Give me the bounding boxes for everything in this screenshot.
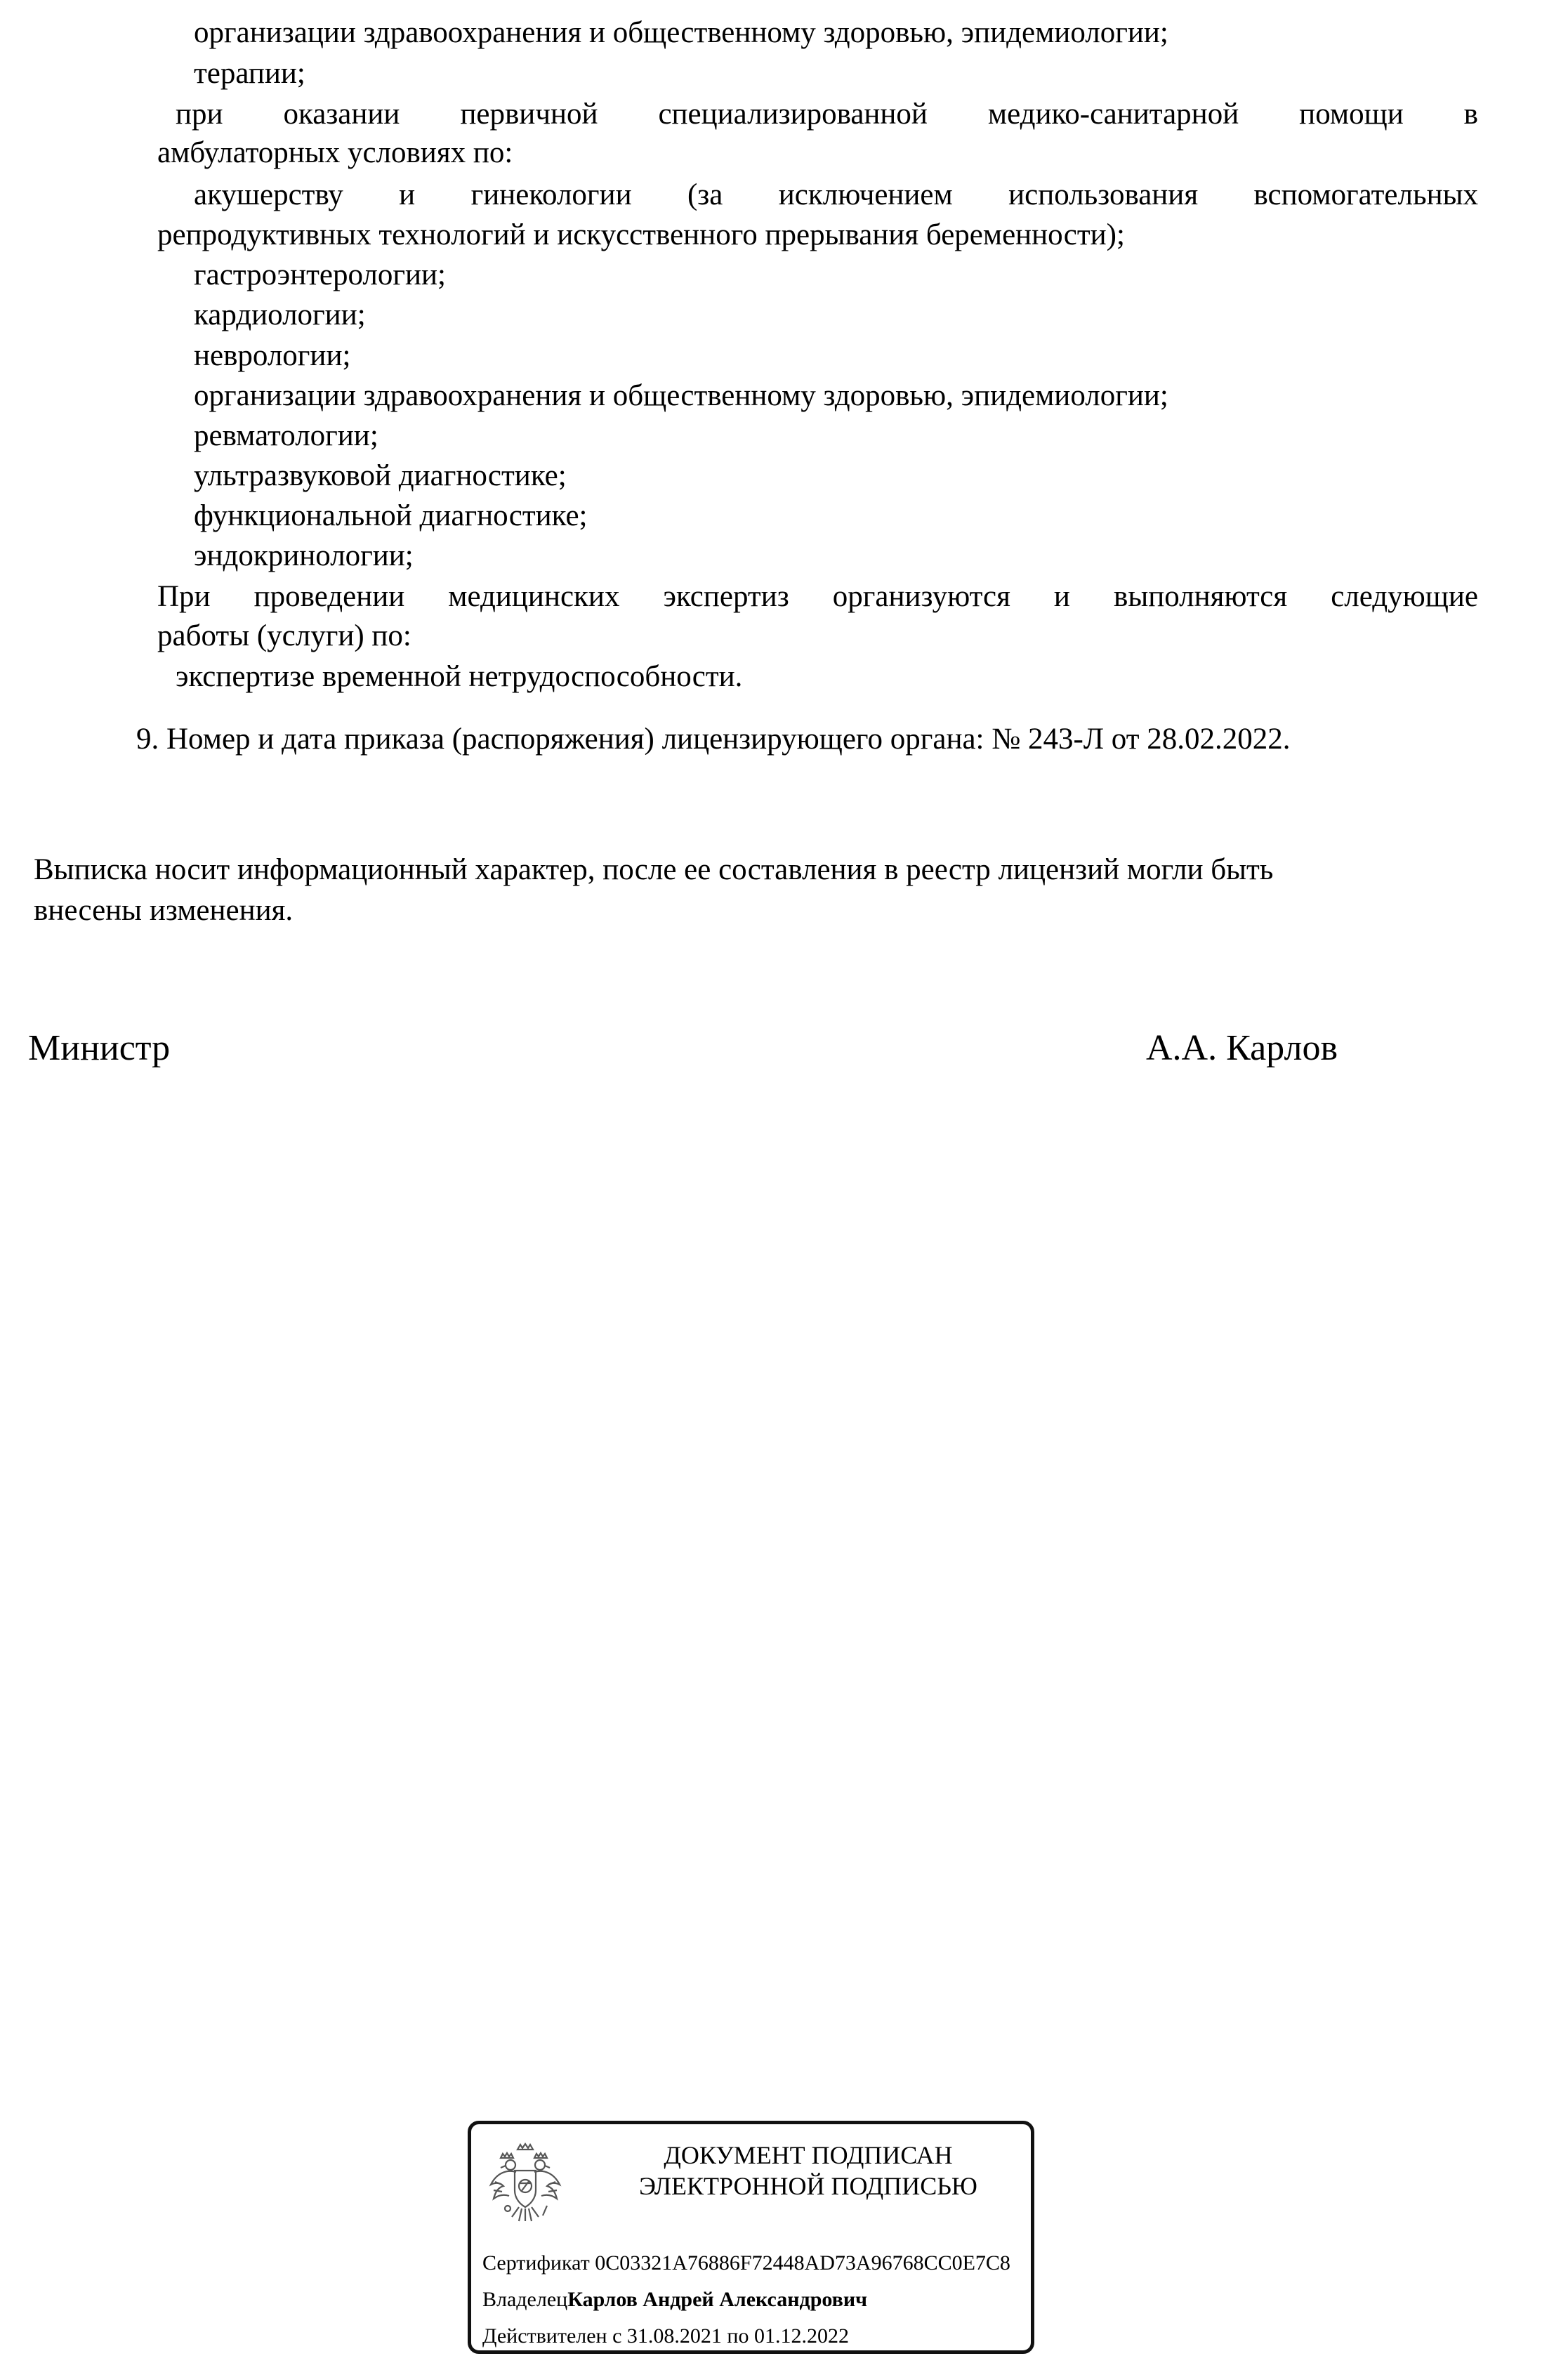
stamp-certificate: Сертификат 0C03321A76886F72448AD73A96768CC0E7C8 (482, 2251, 1010, 2275)
signer-name: А.А. Карлов (1146, 1028, 1338, 1068)
text-line: организации здравоохранения и общественному здоровью, эпидемиологии; (194, 379, 1168, 412)
stamp-title: ДОКУМЕНТ ПОДПИСАН (664, 2141, 953, 2169)
text-line: терапии; (194, 57, 305, 90)
text-line: кардиологии; (194, 298, 366, 331)
stamp-owner-label: Владелец (482, 2288, 568, 2311)
text-line: эндокринологии; (194, 539, 414, 572)
stamp-validity: Действителен с 31.08.2021 по 01.12.2022 (482, 2324, 849, 2348)
text-line: амбулаторных условиях по: (157, 136, 513, 169)
notice-text: внесены изменения. (34, 894, 294, 927)
text-line: ревматологии; (194, 419, 378, 452)
electronic-signature-stamp (468, 2121, 1034, 2354)
item-9-order: 9. Номер и дата приказа (распоряжения) лицензирующего органа: № 243-Л от 28.02.2022. (136, 723, 1291, 756)
text-line: репродуктивных технологий и искусственного прерывания беременности); (157, 218, 1125, 251)
notice-text: Выписка носит информационный характер, после ее составления в реестр лицензий могли быть (34, 853, 1274, 886)
text-line: акушерству и гинекологии (за исключением использования вспомогательных (194, 178, 1478, 211)
text-line: функциональной диагностике; (194, 499, 588, 532)
text-line: экспертизе временной нетрудоспособности. (176, 660, 743, 693)
text-line: при оказании первичной специализированной медико-санитарной помощи в (176, 98, 1478, 131)
stamp-title: ЭЛЕКТРОННОЙ ПОДПИСЬЮ (639, 2172, 977, 2200)
stamp-owner (482, 2287, 867, 2312)
text-line: организации здравоохранения и общественному здоровью, эпидемиологии; (194, 16, 1168, 49)
text-line: неврологии; (194, 339, 351, 372)
signer-position: Министр (28, 1028, 171, 1068)
stamp-owner-name: Карлов Андрей Александрович (567, 2288, 868, 2311)
text-line: гастроэнтерологии; (194, 258, 446, 291)
russian-coat-of-arms-icon (487, 2141, 564, 2224)
text-line: ультразвуковой диагностике; (194, 459, 567, 492)
text-line: работы (услуги) по: (157, 619, 411, 652)
text-line: При проведении медицинских экспертиз организуются и выполняются следующие (157, 580, 1478, 613)
